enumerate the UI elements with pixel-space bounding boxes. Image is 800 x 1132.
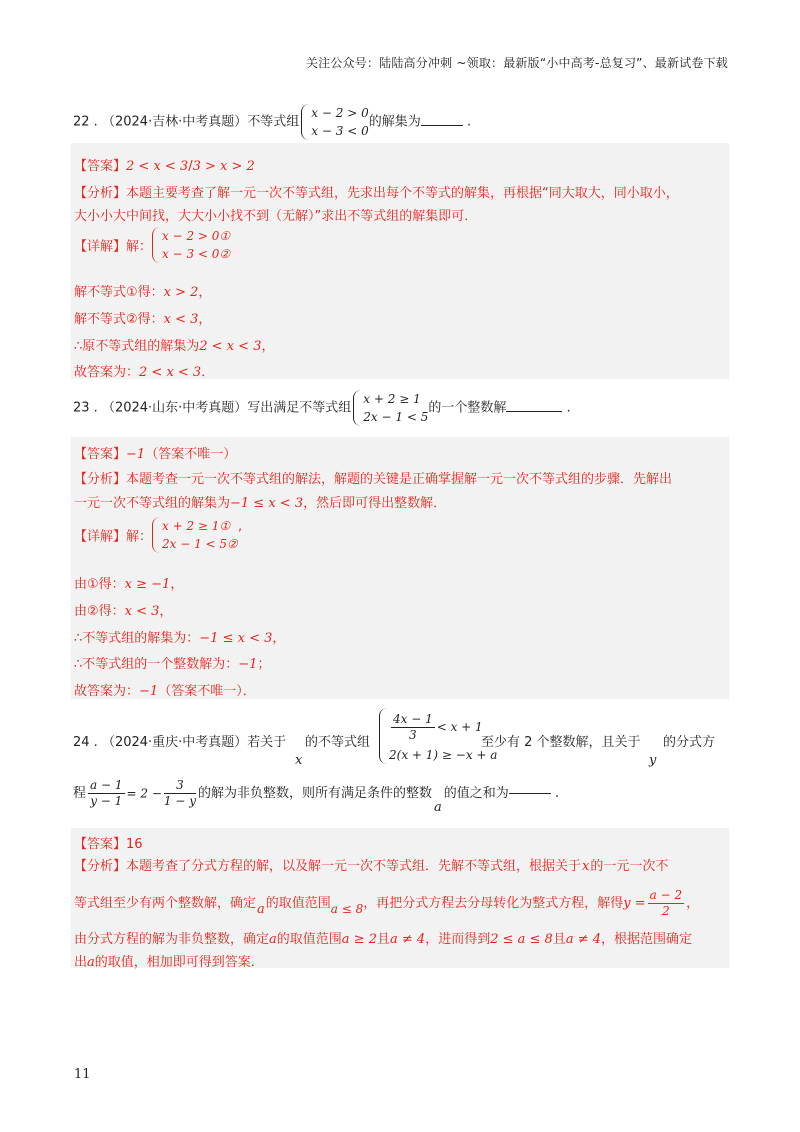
analysis-math: y = — [623, 896, 646, 911]
analysis-math: a — [87, 955, 95, 970]
brace — [379, 708, 388, 764]
step-math: −1 ≤ x < 3 — [199, 631, 273, 646]
separator: / — [188, 159, 193, 174]
fraction-denominator: 2 — [662, 904, 670, 918]
analysis-math: a — [269, 932, 277, 947]
fraction-numerator: a − 1 — [90, 778, 123, 792]
answer-label: 【答案】 — [74, 837, 127, 852]
page-header: 关注公众号：陆陆高分冲刺 ~领取：最新版“小中高考-总复习”、最新试卷下载 — [305, 56, 728, 70]
answer-box-24 — [71, 828, 729, 968]
q23-prefix: 23 . （2024·山东·中考真题）写出满足不等式组 — [73, 400, 352, 416]
question-22 — [73, 104, 471, 140]
a22-step-4 — [74, 361, 214, 380]
step-math: 2 < x < 3 — [199, 339, 262, 354]
step-math: x < 3 — [124, 604, 160, 619]
a22-step-3 — [74, 335, 275, 354]
answer-box-22 — [71, 143, 729, 379]
q23-system-line1: x + 2 ≥ 1 — [363, 392, 421, 406]
a22-step-1 — [74, 281, 211, 300]
a24-analysis-2 — [74, 888, 699, 919]
q24-prefix: 24 . （2024·重庆·中考真题）若关于 — [73, 735, 287, 750]
a22-analysis-2: 大小小大中间找，大大小小找不到（无解）”求出不等式组的解集即可． — [74, 209, 478, 224]
step-end: ， — [198, 312, 212, 327]
q23-system-line2: 2x − 1 < 5 — [363, 410, 429, 424]
q23-answer-blank[interactable] — [506, 411, 562, 412]
answer-box-23 — [71, 437, 729, 699]
step-end: ， — [170, 577, 184, 592]
detail-label: 【详解】解： — [74, 239, 153, 255]
analysis-math: a ≠ 4 — [565, 932, 602, 947]
q24-var-x: x — [295, 753, 303, 768]
analysis-text: 的取值范围 — [276, 932, 342, 947]
a22-answer-row — [74, 155, 255, 174]
step-text: ∴不等式组的解集为： — [74, 631, 200, 646]
question-23 — [73, 390, 571, 426]
a23-analysis-2 — [74, 492, 446, 511]
q24-line2-prefix: 程 — [73, 786, 87, 801]
step-text: 故答案为： — [74, 684, 140, 699]
analysis-math: a — [257, 902, 265, 917]
question-24-line2 — [73, 778, 559, 814]
brace — [353, 390, 362, 426]
analysis-text: 等式组至少有两个整数解，确定 — [74, 896, 257, 911]
step-end: ， — [159, 604, 173, 619]
brace — [301, 104, 310, 140]
system-end: ’ — [237, 527, 242, 543]
q24-system — [379, 708, 497, 764]
q22-end: . — [462, 114, 471, 130]
step-text: 解不等式①得： — [74, 285, 164, 300]
a24-answer-row — [74, 833, 143, 852]
analysis-text: 一元一次不等式组的解集为 — [74, 496, 231, 511]
analysis-text: 的一元一次不 — [590, 859, 669, 874]
step-end: ， — [272, 631, 286, 646]
a24-fraction — [648, 888, 684, 919]
analysis-text: ，根据范围确定 — [601, 932, 693, 947]
a23-step-5 — [74, 680, 256, 699]
analysis-math: a ≤ 8 — [330, 902, 364, 916]
analysis-text: ，然后即可得出整数解． — [303, 496, 447, 511]
q22-system — [301, 104, 368, 140]
a24-answer: 16 — [126, 837, 143, 852]
fraction-numerator: a − 2 — [649, 888, 683, 902]
a23-system — [152, 517, 238, 553]
q23-suffix: 的一个整数解 — [428, 400, 507, 416]
fraction-denominator: y − 1 — [90, 794, 123, 808]
a22-detail — [74, 227, 230, 263]
a23-system-line1: x + 2 ≥ 1① — [162, 519, 231, 533]
a22-system — [152, 227, 230, 263]
analysis-text: 的取值，相加即可得到答案． — [94, 955, 264, 970]
q24-line2-suffix: 的值之和为 — [443, 786, 509, 801]
step-text: 由①得： — [74, 577, 125, 592]
fraction-numerator: 4x − 1 — [393, 712, 433, 726]
q22-system-line1: x − 2 > 0 — [311, 106, 369, 120]
q22-system-line2: x − 3 < 0 — [311, 124, 369, 138]
a23-answer-row — [74, 443, 236, 462]
analysis-math: x — [582, 859, 590, 874]
a22-system-line1: x − 2 > 0① — [162, 229, 231, 243]
analysis-text: 且 — [552, 932, 566, 947]
q24-line2-mid: 的解为非负整数，则所有满足条件的整数 — [197, 786, 432, 801]
step-math: −1 — [139, 684, 159, 699]
q24-mid: 的不等式组 — [305, 735, 371, 750]
a23-answer: −1 — [126, 447, 146, 462]
step-math: x < 3 — [163, 312, 199, 327]
step-math: x ≥ −1 — [124, 577, 171, 592]
analysis-text: ，进而得到 — [425, 932, 491, 947]
q24-eq-fraction2 — [164, 778, 196, 809]
a23-detail — [74, 517, 242, 553]
step-end: ， — [198, 285, 212, 300]
q24-eq-mid: = 2 − — [126, 786, 162, 801]
step-text: 解不等式②得： — [74, 312, 164, 327]
q22-suffix: 的解集为 — [368, 114, 421, 130]
analysis-text: ，再把分式方程去分母转化为整式方程，解得 — [363, 896, 624, 911]
brace — [152, 517, 161, 553]
a22-system-line2: x − 3 < 0② — [162, 247, 231, 261]
analysis-text: 出 — [74, 955, 88, 970]
analysis-math: 2 ≤ a ≤ 8 — [490, 932, 553, 947]
q22-answer-blank[interactable] — [421, 125, 463, 126]
answer-label: 【答案】 — [74, 159, 127, 174]
detail-label: 【详解】解： — [74, 529, 153, 545]
analysis-text: ， — [686, 896, 700, 911]
a24-analysis-1 — [74, 855, 668, 874]
q24-eq-fraction1 — [88, 778, 124, 809]
a23-answer-note: （答案不唯一） — [145, 447, 237, 462]
page-number: 11 — [74, 1067, 91, 1082]
step-math: −1 — [238, 657, 258, 672]
q24-end-text: 的分式方 — [663, 735, 716, 750]
analysis-math: a ≠ 4 — [390, 932, 426, 947]
a24-analysis-4 — [74, 951, 264, 970]
brace — [152, 227, 161, 263]
analysis-text: 【分析】本题考查了分式方程的解，以及解一元一次不等式组．先解不等式组，根据关于 — [74, 859, 582, 874]
a23-step-4 — [74, 653, 270, 672]
q24-answer-blank[interactable] — [509, 793, 551, 794]
analysis-text: 由分式方程的解为非负整数，确定 — [74, 932, 270, 947]
step-text: ∴不等式组的一个整数解为： — [74, 657, 239, 672]
analysis-text: 的取值范围 — [265, 896, 331, 911]
a22-step-2 — [74, 308, 211, 327]
step-text: ∴原不等式组的解集为 — [74, 339, 200, 354]
step-math: 2 < x < 3 — [139, 365, 202, 380]
a23-step-2 — [74, 600, 172, 619]
a24-analysis-3 — [74, 928, 692, 947]
q24-end: . — [550, 786, 560, 801]
q22-prefix: 22 . （2024·吉林·中考真题）不等式组 — [73, 114, 300, 130]
analysis-text: 且 — [376, 932, 390, 947]
fraction-numerator: 3 — [164, 778, 196, 794]
system-line1-rest: < x + 1 — [436, 720, 483, 734]
a22-answer: 2 < x < 3 — [126, 159, 189, 174]
q24-fraction — [391, 712, 435, 743]
step-end: （答案不唯一）． — [158, 684, 256, 699]
step-text: 故答案为： — [74, 365, 140, 380]
step-end: ； — [257, 657, 271, 672]
a22-answer-alt: 3 > x > 2 — [192, 159, 255, 174]
fraction-denominator: 1 − y — [163, 794, 196, 808]
q24-var-y: y — [649, 753, 657, 768]
a23-system-line2: 2x − 1 < 5② — [162, 537, 238, 551]
step-end: ， — [261, 339, 275, 354]
step-end: ． — [201, 365, 215, 380]
a23-step-1 — [74, 573, 183, 592]
q24-var-a: a — [434, 800, 442, 815]
a23-step-3 — [74, 627, 285, 646]
analysis-math: −1 ≤ x < 3 — [230, 496, 304, 511]
q24-system-line2: 2(x + 1) ≥ −x + a — [389, 748, 498, 762]
fraction-denominator: 3 — [409, 728, 417, 742]
q24-suffix: 至少有 2 个整数解，且关于 — [481, 735, 641, 750]
answer-label: 【答案】 — [74, 447, 127, 462]
analysis-math: a ≥ 2 — [341, 932, 377, 947]
a22-analysis-1: 【分析】本题主要考查了解一元一次不等式组，先求出每个不等式的解集，再根据“同大取大，同小取小， — [74, 186, 679, 201]
q23-system — [353, 390, 428, 426]
step-math: x > 2 — [163, 285, 199, 300]
step-text: 由②得： — [74, 604, 125, 619]
q23-end: . — [562, 400, 571, 416]
a23-analysis-1: 【分析】本题考查一元一次不等式组的解法，解题的关键是正确掌握解一元一次不等式组的步骤．先解出 — [74, 472, 673, 487]
